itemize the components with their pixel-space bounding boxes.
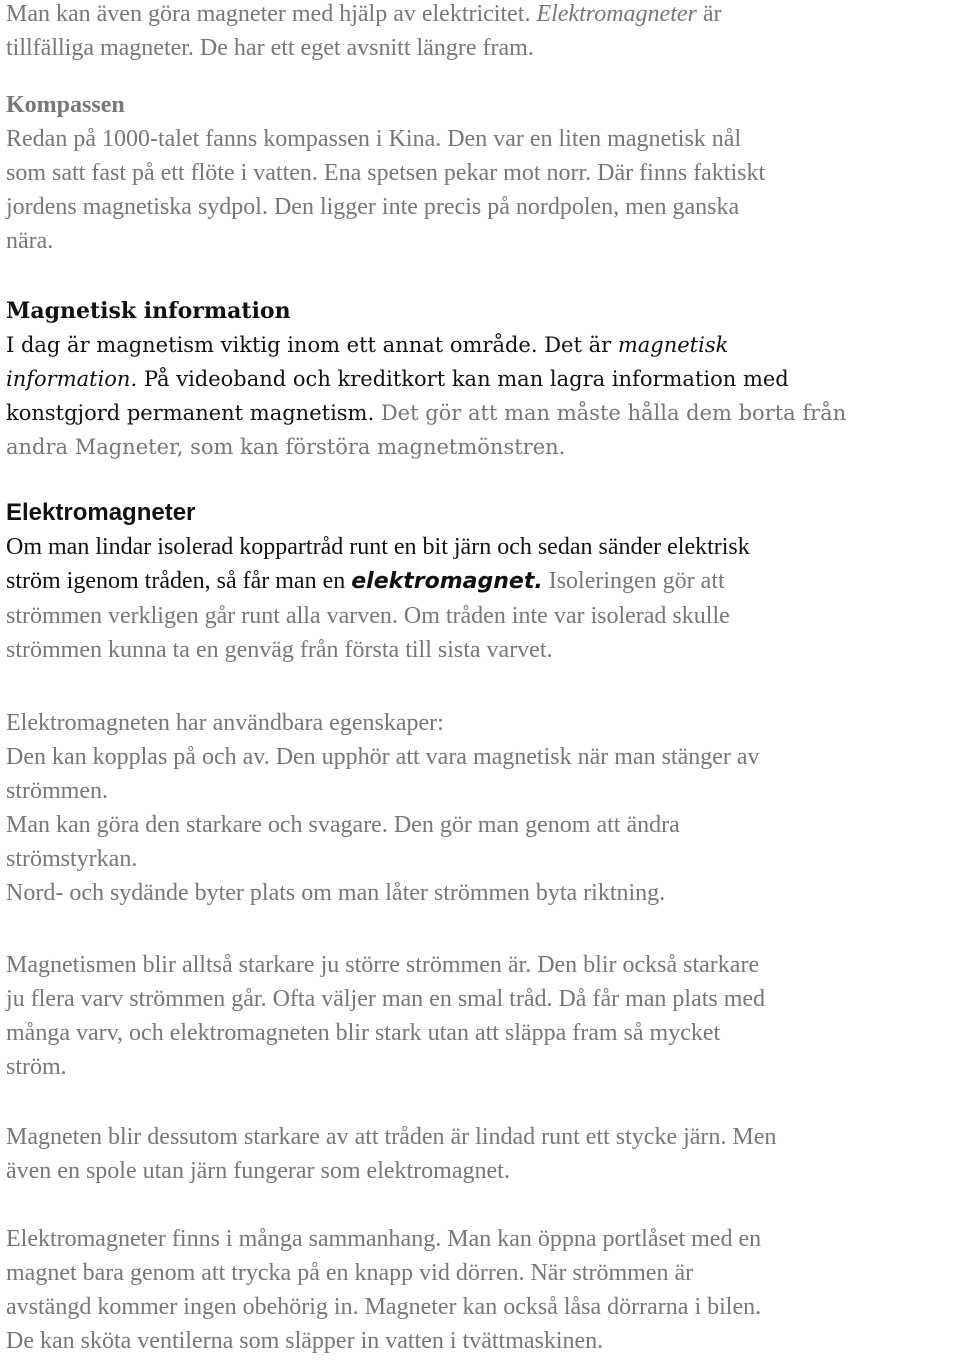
section-egenskaper <box>6 706 760 910</box>
elektro-line-2: ström igenom tråden, så får man en <box>6 568 346 594</box>
styrka-line-3: många varv, och elektromagneten blir stark utan att släppa fram så mycket <box>6 1020 721 1046</box>
egenskaper-line-3: strömmen. <box>6 778 108 804</box>
egenskaper-line-5: strömstyrkan. <box>6 846 138 872</box>
kompassen-line-1: Redan på 1000-talet fanns kompassen i Kina. Den var en liten magnetisk nål <box>6 126 742 152</box>
magnetisk-line-2: På videoband och kreditkort kan man lagra information med <box>143 367 789 391</box>
kompassen-line-4: nära. <box>6 228 54 254</box>
magnetisk-line-3: konstgjord permanent magnetism. <box>6 401 375 425</box>
section-sammanhang <box>6 1222 761 1358</box>
styrka-line-1: Magnetismen blir alltså starkare ju större strömmen är. Den blir också starkare <box>6 952 760 978</box>
styrka-line-2: ju flera varv strömmen går. Ofta väljer man en smal tråd. Då får man plats med <box>6 986 766 1012</box>
magnetisk-line-1: I dag är magnetism viktig inom ett annat område. Det är <box>6 333 612 357</box>
sammanhang-line-1: Elektromagneter finns i många sammanhang. Man kan öppna portlåset med en <box>6 1226 762 1252</box>
magnetisk-line-4: andra Magneter, som kan förstöra magnetmönstren. <box>6 435 566 459</box>
elektro-line-3: strömmen verkligen går runt alla varven. Om tråden inte var isolerad skulle <box>6 603 730 629</box>
heading-kompassen: Kompassen <box>6 92 125 118</box>
section-elektromagneter <box>6 496 750 667</box>
section-jarn <box>6 1120 776 1188</box>
sammanhang-line-2: magnet bara genom att trycka på en knapp vid dörren. När strömmen är <box>6 1260 694 1286</box>
sammanhang-line-3: avstängd kommer ingen obehörig in. Magneter kan också låsa dörrarna i bilen. <box>6 1294 762 1320</box>
elektro-line-1: Om man lindar isolerad koppartråd runt en bit järn och sedan sänder elektrisk <box>6 534 750 560</box>
intro-text-end: är <box>702 1 722 27</box>
egenskaper-line-2: Den kan kopplas på och av. Den upphör att vara magnetisk när man stänger av <box>6 744 760 770</box>
section-magnetisk-information <box>6 294 846 464</box>
intro-emphasis: Elektromagneter <box>536 1 697 27</box>
intro-line-2: tillfälliga magneter. De har ett eget avsnitt längre fram. <box>6 35 534 61</box>
kompassen-line-2: som satt fast på ett flöte i vatten. Ena spetsen pekar mot norr. Där finns faktiskt <box>6 160 766 186</box>
magnetisk-emphasis-2: information. <box>6 367 138 391</box>
styrka-line-4: ström. <box>6 1054 67 1080</box>
egenskaper-line-1: Elektromagneten har användbara egenskaper: <box>6 710 444 736</box>
elektro-emphasis: elektromagnet. <box>351 569 543 594</box>
magnetisk-emphasis: magnetisk <box>617 333 729 357</box>
section-styrka <box>6 948 765 1084</box>
egenskaper-line-4: Man kan göra den starkare och svagare. Den gör man genom att ändra <box>6 812 680 838</box>
egenskaper-line-6: Nord- och sydände byter plats om man låter strömmen byta riktning. <box>6 880 666 906</box>
jarn-line-2: även en spole utan järn fungerar som elektromagnet. <box>6 1158 510 1184</box>
intro-paragraph <box>6 0 722 65</box>
intro-text: Man kan även göra magneter med hjälp av elektricitet. <box>6 1 531 27</box>
heading-magnetisk-information: Magnetisk information <box>6 298 291 324</box>
magnetisk-line-3b: Det gör att man måste hålla dem borta från <box>380 401 847 425</box>
heading-elektromagneter: Elektromagneter <box>6 499 196 526</box>
section-kompassen <box>6 88 765 258</box>
elektro-line-4: strömmen kunna ta en genväg från första till sista varvet. <box>6 637 553 663</box>
sammanhang-line-4: De kan sköta ventilerna som släpper in vatten i tvättmaskinen. <box>6 1328 604 1354</box>
elektro-line-2b: Isoleringen gör att <box>548 568 725 594</box>
jarn-line-1: Magneten blir dessutom starkare av att tråden är lindad runt ett stycke järn. Men <box>6 1124 777 1150</box>
kompassen-line-3: jordens magnetiska sydpol. Den ligger inte precis på nordpolen, men ganska <box>6 194 740 220</box>
